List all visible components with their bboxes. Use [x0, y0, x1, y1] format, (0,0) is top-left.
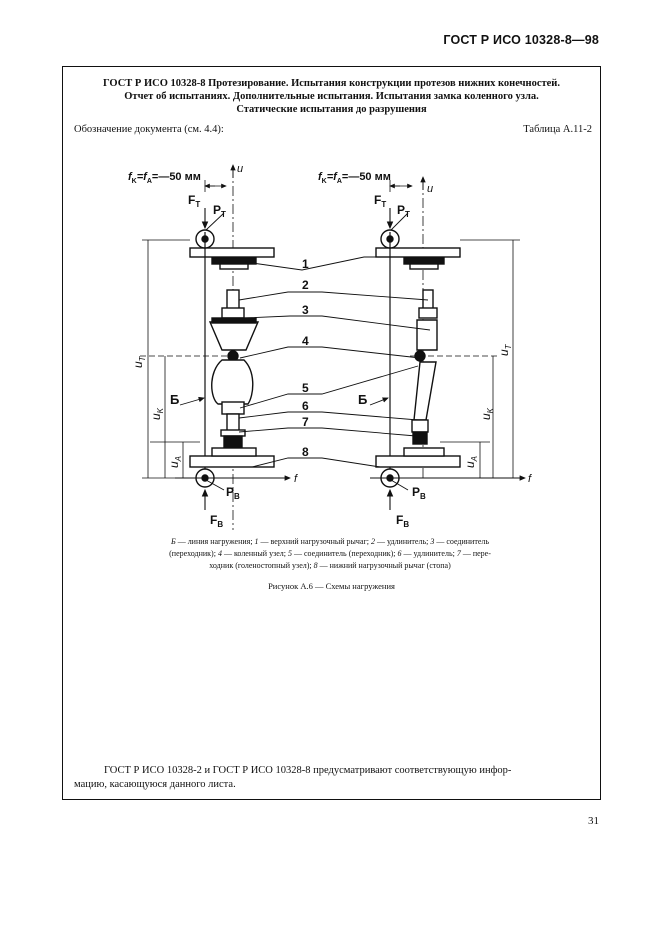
callout-3: 3	[302, 303, 309, 317]
callout-5: 5	[302, 381, 309, 395]
svg-text:uA: $u_A$	[463, 455, 479, 468]
left-offset-val: =—50 мм	[151, 171, 201, 183]
svg-text:fK=fA=—50 мм	[128, 171, 201, 185]
left-offset-a: A	[146, 178, 152, 185]
right-offset-k: K	[321, 178, 327, 185]
left-ut-label: u	[131, 361, 145, 368]
right-offset-a: A	[336, 178, 342, 185]
svg-text:PB: $P_B$	[226, 485, 240, 501]
left-fb-label: F	[210, 513, 218, 527]
right-offset-eq: =f	[326, 171, 337, 183]
left-assembly	[140, 165, 290, 530]
left-bottom-lever	[190, 456, 274, 467]
left-offset-eq: =f	[136, 171, 147, 183]
svg-text:uT: $u_T$	[497, 344, 513, 356]
form-title	[66, 77, 597, 116]
right-b-label: Б	[358, 392, 368, 407]
loading-diagram	[110, 160, 550, 532]
left-pt-label: P	[213, 203, 222, 217]
callout-2: 2	[302, 278, 309, 292]
callout-4: 4	[302, 334, 309, 348]
svg-text:uT: $u_T$	[131, 356, 147, 368]
svg-text:PT: $P_T$	[397, 203, 410, 219]
right-assembly	[370, 177, 525, 510]
svg-text:FT: $F_T$	[188, 193, 201, 209]
right-u-label: u	[427, 183, 434, 195]
left-ua-label: u	[167, 461, 181, 468]
right-ut-label: u	[497, 349, 511, 356]
note-line-2: мацию, касающуюся данного листа.	[74, 779, 236, 790]
svg-text:uK: $u_K$	[479, 407, 495, 420]
left-top-lever	[190, 248, 274, 257]
title-line-2: Отчет об испытаниях. Дополнительные испытания. Испытания замка коленного узла.	[124, 91, 539, 102]
legend-line-1: Б — линия нагружения; 1 — верхний нагрузочный рычаг; 2 — удлинитель; 3 — соединитель	[170, 537, 490, 546]
callout-1: 1	[302, 257, 309, 271]
right-offset-f: f	[318, 171, 322, 183]
left-f-axis-label: f	[294, 473, 298, 485]
legend-line-2: (переходник); 4 — коленный узел; 5 — соединитель (переходник); 6 — удлинитель; 7 — пере-	[169, 549, 491, 558]
document-designation: Обозначение документа (см. 4.4):	[74, 124, 224, 135]
svg-text:PB: $P_B$	[412, 485, 426, 501]
figure-caption: Рисунок А.6 — Схемы нагружения	[268, 581, 395, 591]
left-uk-label: u	[149, 413, 163, 420]
leader-lines	[239, 257, 430, 467]
left-b-label: Б	[170, 392, 180, 407]
callout-7: 7	[302, 415, 309, 429]
right-f-axis-label: f	[528, 473, 532, 485]
left-ft-label: F	[188, 193, 196, 207]
svg-text:FT: $F_T$	[374, 193, 387, 209]
right-ft-label: F	[374, 193, 382, 207]
svg-text:fK=fA=—50 мм	[318, 171, 391, 185]
left-pb-label: P	[226, 485, 235, 499]
right-pb-label: P	[412, 485, 421, 499]
table-reference: Таблица А.11-2	[523, 124, 592, 135]
right-pt-label: P	[397, 203, 406, 217]
title-line-1: ГОСТ Р ИСО 10328-8 Протезирование. Испытания конструкции протезов нижних конечностей.	[103, 78, 560, 89]
title-line-3: Статические испытания до разрушения	[236, 104, 427, 115]
right-offset-val: =—50 мм	[341, 171, 391, 183]
callout-8: 8	[302, 445, 309, 459]
left-offset-f: f	[128, 171, 132, 183]
callout-6: 6	[302, 399, 309, 413]
right-fb-label: F	[396, 513, 404, 527]
right-uk-label: u	[479, 413, 493, 420]
svg-text:FB: $F_B$	[396, 513, 410, 529]
page-number: 31	[588, 815, 599, 827]
svg-text:PT: $P_T$	[213, 203, 226, 219]
right-bottom-lever	[376, 456, 460, 467]
left-offset-k: K	[131, 178, 137, 185]
note-line-1: ГОСТ Р ИСО 10328-2 и ГОСТ Р ИСО 10328-8 предусматривают соответствующую инфор-	[104, 765, 512, 776]
page-header: ГОСТ Р ИСО 10328-8—98	[443, 33, 599, 47]
legend-line-3: ходник (голеностопный узел); 8 — нижний нагрузочный рычаг (стопа)	[209, 561, 451, 570]
left-u-label: u	[237, 163, 244, 175]
right-ua-label: u	[463, 461, 477, 468]
svg-text:uA: $u_A$	[167, 455, 183, 468]
right-top-lever	[376, 248, 460, 257]
figure-legend	[120, 536, 540, 572]
svg-text:uK: $u_K$	[149, 407, 165, 420]
svg-text:FB: $F_B$	[210, 513, 224, 529]
